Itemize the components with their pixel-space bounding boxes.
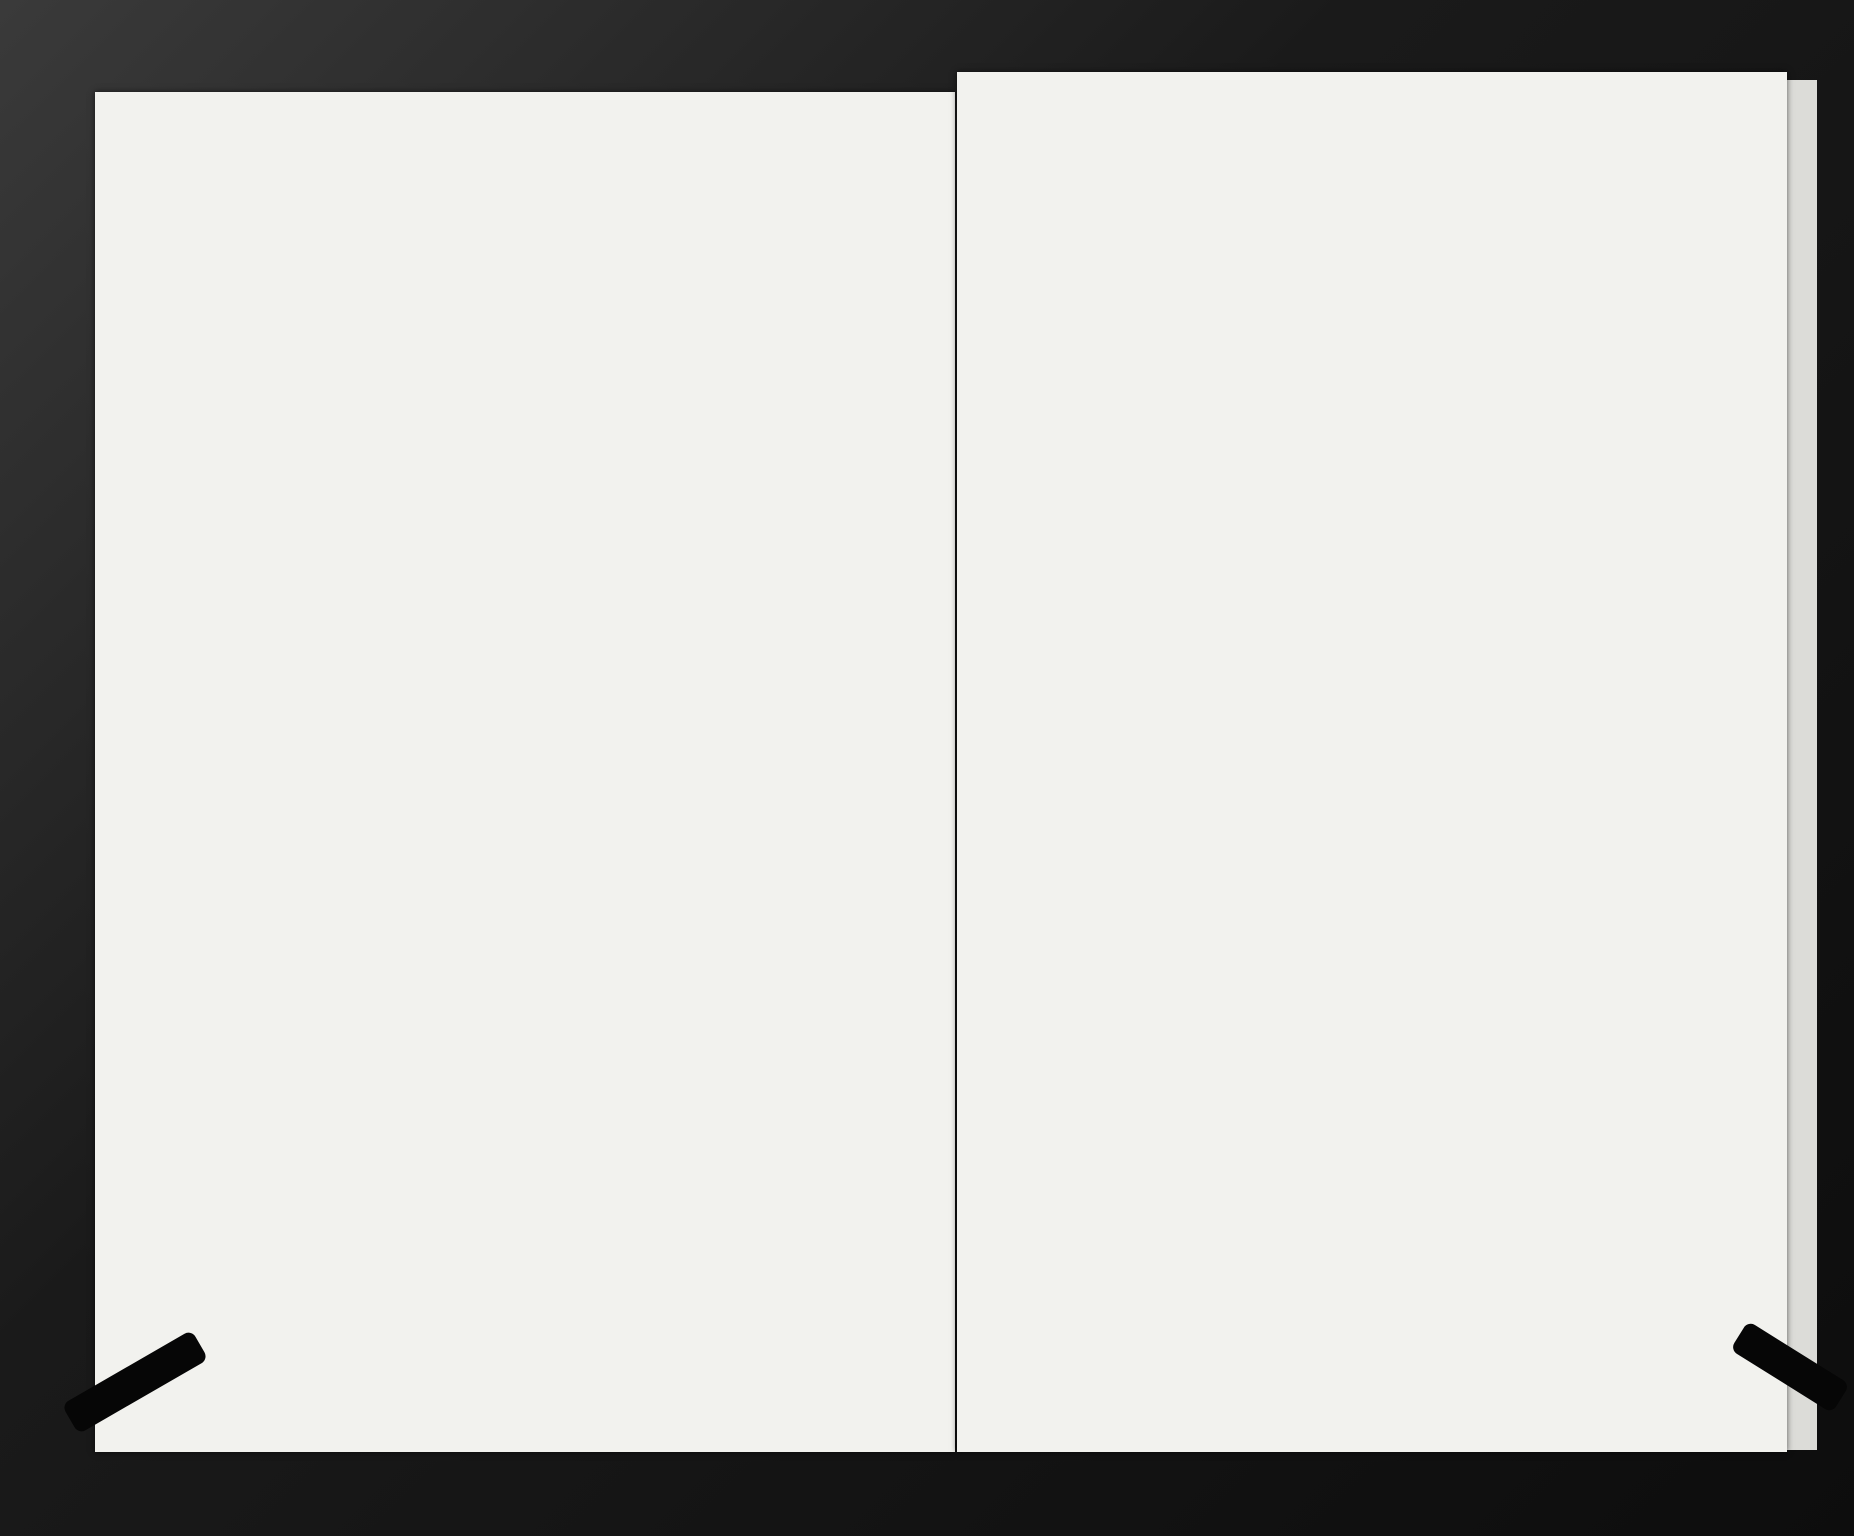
right-page <box>957 72 1787 1452</box>
left-page <box>95 92 955 1452</box>
page-stack-edge <box>1787 80 1817 1450</box>
